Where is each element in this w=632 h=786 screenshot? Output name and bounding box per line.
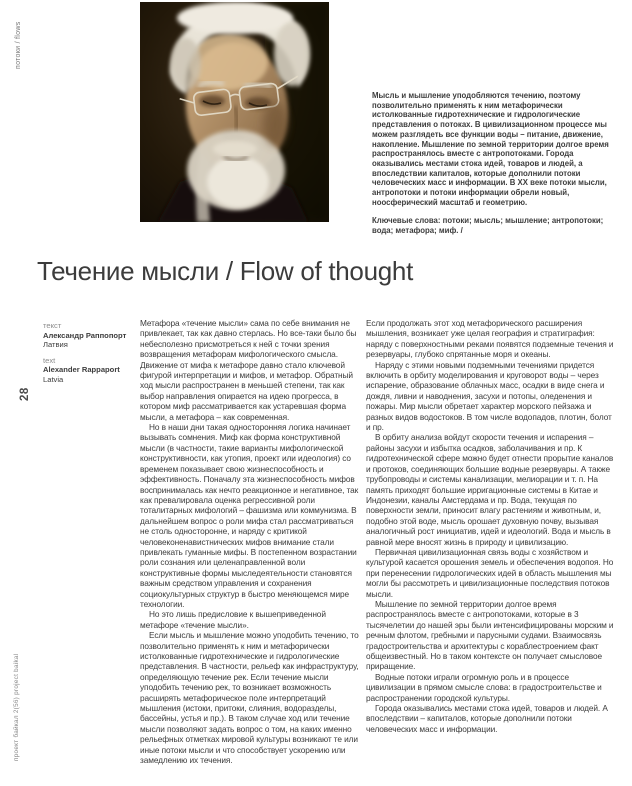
body-paragraph: Но это лишь предисловие к вышеприведенной метафоре «течение мысли». (140, 609, 326, 630)
keywords-text: Ключевые слова: потоки; мысль; мышление; антропотоки; вода; метафора; миф. / (372, 216, 604, 236)
body-paragraph: Но в наши дни такая односторонняя логика начинает вызывать сомнения. Миф как форма конструктивной мысли (в частности, такие варианты мифологической конструктивности, как утопия, проект или идеология) со временем показывает свою жизнеспособность и эффективность. Поначалу эта жизнеспособность мифов воспринималась как нечто реакционное и негативное, так как превалировала оценка регрессивной роли тоталитарных мифологий – фашизма или коммунизма. В дальнейшем вопрос о роли мифа стал рассматриваться не столь односторонне, и наряду с критикой человеконенавистнических мифов внимание стали привлекать гуманные мифы. В постепенном возрастании роли сознания или целенаправленной воли конструктивные формы мыследеятельности становятся важным средством управления и сохранения социокультурных структур в быстро меняющемся мире технологии. (140, 422, 359, 609)
author-country-en: Latvia (43, 374, 64, 384)
author-name-en: Alexander Rappaport (43, 365, 120, 375)
spine-label-bottom: проект байкал 2(56) project baikal (13, 653, 20, 761)
byline-label-ru: текст (43, 321, 62, 330)
body-paragraph: В орбиту анализа войдут скорости течения и испарения – районы засухи и избытка осадков, заболачивания и пр. К гидротехнической сфере можно будет отнести прорытие каналов и протоков, соединяющих большие водные резервуары. А также трубопроводы и системы канализации, мелиорации и т. п. На память приходят большие ирригационные системы в Китае и Индонезии, каналы Амстердама и пр. Вода, текущая по поверхности земли, приносит влагу растениям и животным, и, подобно этой воде, мысль орошает духовную почву, вызывая аналогичный рост инициатив, идей и идеологий. Вода и мысль в равной мере вносят жизнь в природу и цивилизацию. (366, 432, 614, 547)
author-portrait-photo (140, 2, 329, 222)
author-name-ru: Александр Раппопорт (43, 330, 127, 340)
page-number: 28 (19, 387, 31, 401)
body-paragraph: Если мысль и мышление можно уподобить течению, то позволительно применять к ним и метафорически истолкованные гидротехнические и гидрологические представления. В частности, рельеф как инфраструктуру, определяющую течение рек. Если течение мысли уподобить течению рек, то возникает возможность расширять метафорическое поле интерпретаций мышления (истоки, притоки, слияния, водоразделы, бассейны, устья и пр.). В таком случае ход или течение мысли позволяют задать вопрос о том, на каких именно рельефных отметках мировой культуры возникают те или иные потоки мысли и что способствует ускорению или замедлению их течения. (140, 630, 359, 766)
byline-en (43, 356, 135, 385)
byline-label-en: text (43, 355, 56, 365)
body-paragraph: Если продолжать этот ход метафорического расширения мышления, возникает уже целая география и стратиграфия: наряду с поверхностными реками появятся подземные течения и резервуары, глубоко спрятанные моря и океаны. (366, 318, 614, 360)
body-paragraph: Мышление по земной территории долгое время распространялось вместе с антропотоками, которые в 3 тысячелетии до нашей эры были интенсифицированы морским и речным флотом, гребными и парусными судами. Взаимосвязь градостроительства и архитектуры с кораблестроением факт общеизвестный. Но в таком контексте он получает смысловое приращение. (366, 598, 614, 672)
body-paragraph: Метафора «течение мысли» сама по себе внимания не привлекает, так как давно стерлась. Но все-таки было бы небесполезно присмотреться к ней с точки зрения возвращения метафорам мифологического смысла. Движение от мифа к метафоре давно стало ключевой фигурой интерпретации и мифов, и метафор. Обратный ход мысли распространен в меньшей степени, так как выбор направления опирается на идею прогресса, в котором миф рассматривается как устаревшая форма мысли, а метафора – как современная. (140, 318, 357, 422)
body-paragraph: Города оказывались местами стока идей, товаров и людей. А впоследствии – капиталов, которые дополнили потоки человеческих масс и информации. (366, 703, 608, 734)
article-title: Течение мысли / Flow of thought (37, 256, 413, 286)
abstract-block (372, 91, 616, 236)
body-paragraph: Наряду с этими новыми подземными течениями придется включить в орбиту моделирования и круговорот воды – через испарение, образование облачных масс, осадки в виде снега и дождя, ливни и наводнения, засухи и потопы, оледенения и пожары. Мир мысли обретает характер морского пейзажа и разных видов водостоков. В том числе водопадов, плотин, болот и пр. (366, 359, 612, 433)
author-country-ru: Латвия (43, 340, 68, 350)
spine-label-top: потоки / flows (15, 21, 22, 69)
left-column (140, 318, 360, 765)
body-paragraph: Водные потоки играли огромную роль и в процессе цивилизации в прямом смысле слова: в градостроительстве и распространении городской культуры. (366, 671, 602, 703)
portrait-illustration (140, 2, 329, 222)
byline (43, 321, 135, 391)
right-column (366, 318, 618, 734)
body-paragraph: Первичная цивилизационная связь воды с хозяйством и культурой касается орошения земель и обеспечения водопоя. Но при перенесении гидрологических идей в область мышления мы могли бы рассмотреть и цивилизационные последствия потоков мысли. (366, 546, 614, 599)
byline-ru (43, 321, 135, 350)
abstract-text: Мысль и мышление уподобляются течению, поэтому позволительно применять к ним метафорически истолкованные гидротехнические и гидрологические представления о потоках. В цивилизационном процессе мы можем разглядеть все функции воды – питание, движение, накопление. Мышление по земной территории долгое время распространялось вместе с антропотоками. Города оказывались местами стока идей, товаров и людей, а впоследствии капиталов, которые дополнили потоки человеческих масс и информации. В XX веке потоки мысли, антропотоки и потоки информации обрели новый, ноосферический масштаб и геометрию. (372, 91, 609, 207)
